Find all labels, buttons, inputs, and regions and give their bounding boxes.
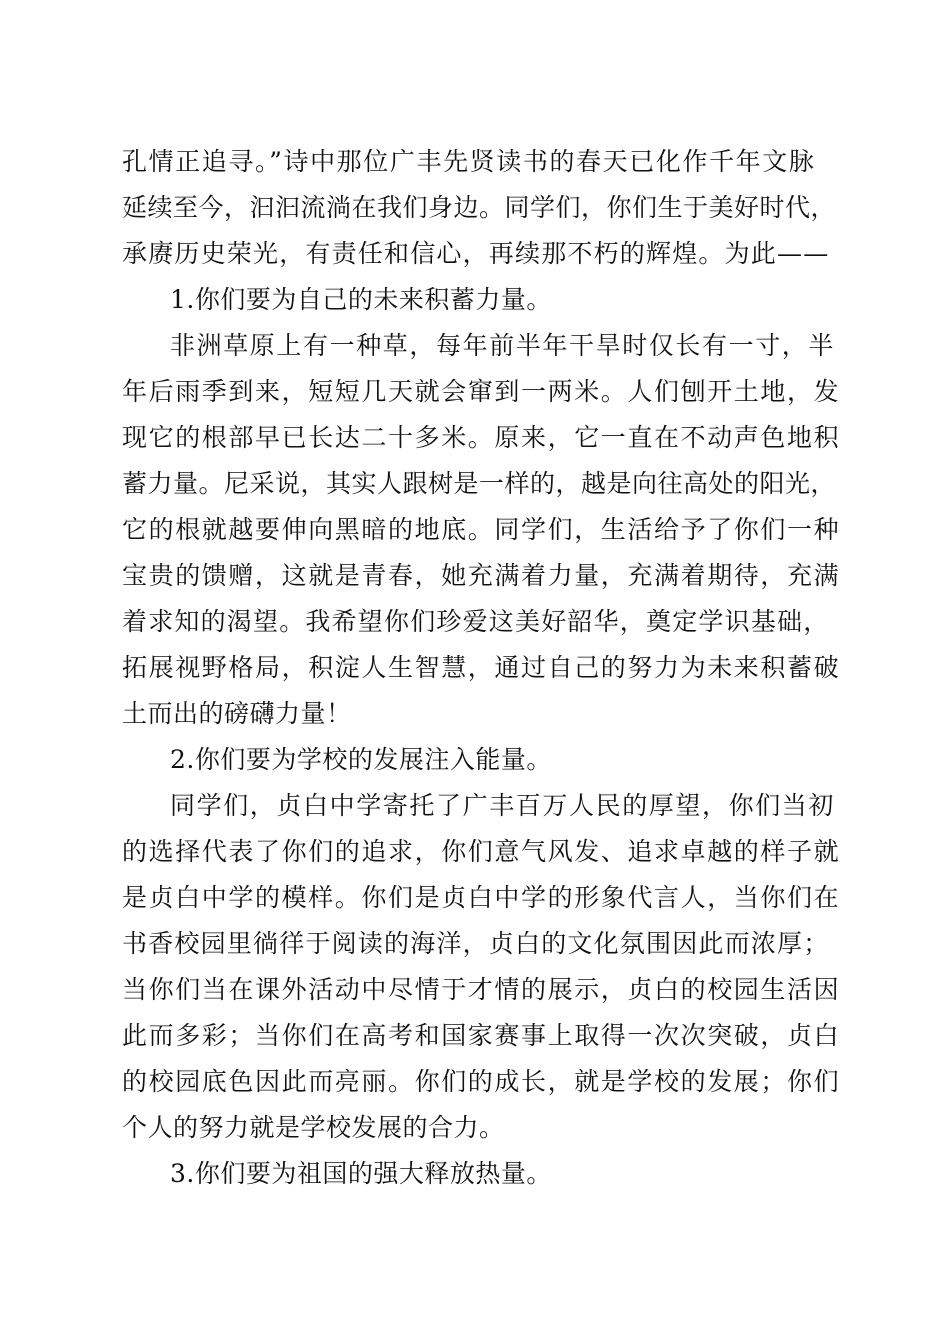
section-heading-3: 3.你们要为祖国的强大释放热量。 — [170, 1159, 552, 1188]
text-line: 延续至今，汩汩流淌在我们身边。同学们，你们生于美好时代， — [122, 193, 837, 222]
text-line: 现它的根部早已长达二十多米。原来，它一直在不动声色地积 — [122, 423, 841, 452]
section-heading-1: 1.你们要为自己的未来积蓄力量。 — [170, 285, 552, 314]
text-line: 拓展视野格局，积淀人生智慧，通过自己的努力为未来积蓄破 — [122, 653, 841, 682]
text-line: 当你们当在课外活动中尽情于才情的展示，贞白的校园生活因 — [122, 975, 841, 1004]
text-line: 年后雨季到来，短短几天就会窜到一两米。人们刨开土地，发 — [122, 377, 841, 406]
text-line: 土而出的磅礴力量！ — [122, 699, 352, 728]
text-line: 着求知的渴望。我希望你们珍爱这美好韶华，奠定学识基础， — [122, 607, 830, 636]
text-line: 它的根就越要伸向黑暗的地底。同学们，生活给予了你们一种 — [122, 515, 841, 544]
text-line: 的校园底色因此而亮丽。你们的成长，就是学校的发展；你们 — [122, 1067, 841, 1096]
text-line: 是贞白中学的模样。你们是贞白中学的形象代言人，当你们在 — [122, 883, 841, 912]
text-line: 此而多彩；当你们在高考和国家赛事上取得一次次突破，贞白 — [122, 1021, 841, 1050]
text-line: 非洲草原上有一种草，每年前半年干旱时仅长有一寸，半 — [170, 331, 836, 360]
text-line: 的选择代表了你们的追求，你们意气风发、追求卓越的样子就 — [122, 837, 841, 866]
text-line: 蓄力量。尼采说，其实人跟树是一样的，越是向往高处的阳光， — [122, 469, 837, 498]
text-line: 个人的努力就是学校发展的合力。 — [122, 1113, 505, 1142]
text-line: 书香校园里徜徉于阅读的海洋，贞白的文化氛围因此而浓厚； — [122, 929, 830, 958]
text-line: 宝贵的馈赠，这就是青春，她充满着力量，充满着期待，充满 — [122, 561, 841, 590]
text-line: 孔情正追寻。”诗中那位广丰先贤读书的春天已化作千年文脉 — [122, 147, 816, 176]
text-line: 同学们，贞白中学寄托了广丰百万人民的厚望，你们当初 — [170, 791, 836, 820]
section-heading-2: 2.你们要为学校的发展注入能量。 — [170, 745, 552, 774]
text-line: 承赓历史荣光，有责任和信心，再续那不朽的辉煌。为此—— — [122, 239, 830, 268]
